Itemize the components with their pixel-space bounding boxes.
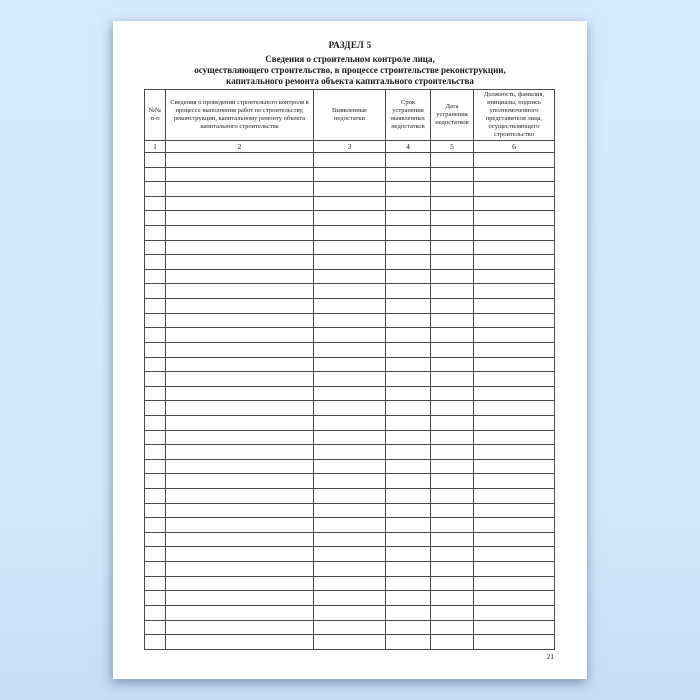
table-cell bbox=[474, 503, 555, 518]
column-header-1: №№ п-п bbox=[145, 90, 166, 141]
table-cell bbox=[431, 605, 474, 620]
table-row bbox=[145, 445, 555, 460]
document-title-block bbox=[113, 40, 587, 87]
table-cell bbox=[474, 459, 555, 474]
table-cell bbox=[145, 313, 166, 328]
table-row bbox=[145, 196, 555, 211]
table-cell bbox=[314, 532, 386, 547]
table-cell bbox=[314, 167, 386, 182]
table-cell bbox=[314, 620, 386, 635]
table-cell bbox=[431, 401, 474, 416]
table-cell bbox=[166, 474, 314, 489]
table-cell bbox=[474, 635, 555, 650]
table-cell bbox=[166, 401, 314, 416]
table-cell bbox=[145, 532, 166, 547]
table-cell bbox=[474, 518, 555, 533]
table-cell bbox=[431, 357, 474, 372]
table-cell bbox=[431, 153, 474, 168]
table-cell bbox=[166, 299, 314, 314]
table-cell bbox=[431, 591, 474, 606]
table-cell bbox=[386, 226, 431, 241]
table-cell bbox=[386, 591, 431, 606]
table-cell bbox=[145, 547, 166, 562]
table-cell bbox=[314, 401, 386, 416]
table-row bbox=[145, 357, 555, 372]
table-cell bbox=[314, 372, 386, 387]
column-numbers-row bbox=[145, 141, 555, 153]
table-cell bbox=[431, 386, 474, 401]
table-cell bbox=[314, 255, 386, 270]
table-cell bbox=[166, 591, 314, 606]
table-cell bbox=[386, 153, 431, 168]
table-cell bbox=[386, 430, 431, 445]
table-cell bbox=[474, 357, 555, 372]
table-row bbox=[145, 299, 555, 314]
table-cell bbox=[386, 357, 431, 372]
table-cell bbox=[166, 635, 314, 650]
table-cell bbox=[166, 620, 314, 635]
table-row bbox=[145, 182, 555, 197]
table-row bbox=[145, 269, 555, 284]
table-cell bbox=[474, 299, 555, 314]
table-cell bbox=[145, 445, 166, 460]
table-cell bbox=[474, 532, 555, 547]
column-number-4: 4 bbox=[386, 141, 431, 153]
table-row bbox=[145, 562, 555, 577]
table-cell bbox=[314, 211, 386, 226]
table-row bbox=[145, 153, 555, 168]
column-number-6: 6 bbox=[474, 141, 555, 153]
table-cell bbox=[386, 240, 431, 255]
table-cell bbox=[166, 357, 314, 372]
table-cell bbox=[166, 532, 314, 547]
table-row bbox=[145, 284, 555, 299]
table-cell bbox=[166, 342, 314, 357]
table-cell bbox=[431, 299, 474, 314]
table-cell bbox=[145, 357, 166, 372]
table-cell bbox=[386, 562, 431, 577]
table-cell bbox=[474, 547, 555, 562]
table-cell bbox=[166, 182, 314, 197]
table-cell bbox=[166, 445, 314, 460]
table-cell bbox=[431, 255, 474, 270]
table-cell bbox=[431, 196, 474, 211]
column-number-1: 1 bbox=[145, 141, 166, 153]
table-cell bbox=[474, 167, 555, 182]
table-cell bbox=[314, 547, 386, 562]
table-cell bbox=[166, 255, 314, 270]
table-cell bbox=[314, 269, 386, 284]
table-cell bbox=[145, 299, 166, 314]
table-row bbox=[145, 313, 555, 328]
column-header-5: Дата устранения недостатков bbox=[431, 90, 474, 141]
table-row bbox=[145, 401, 555, 416]
table-row bbox=[145, 489, 555, 504]
table-cell bbox=[431, 474, 474, 489]
table-row bbox=[145, 226, 555, 241]
table-cell bbox=[166, 153, 314, 168]
section-subtitle-line-1: Сведения о строительном контроле лица, bbox=[265, 54, 435, 64]
table-cell bbox=[166, 430, 314, 445]
column-number-2: 2 bbox=[166, 141, 314, 153]
table-cell bbox=[431, 532, 474, 547]
table-cell bbox=[431, 182, 474, 197]
table-row bbox=[145, 620, 555, 635]
table-row bbox=[145, 459, 555, 474]
table-cell bbox=[166, 196, 314, 211]
table-cell bbox=[431, 211, 474, 226]
section-subtitle bbox=[113, 54, 587, 87]
table-cell bbox=[166, 415, 314, 430]
table-cell bbox=[386, 342, 431, 357]
table-cell bbox=[145, 401, 166, 416]
table-cell bbox=[474, 386, 555, 401]
table-cell bbox=[431, 313, 474, 328]
table-cell bbox=[145, 415, 166, 430]
table-row bbox=[145, 605, 555, 620]
table-cell bbox=[166, 167, 314, 182]
table-cell bbox=[386, 196, 431, 211]
table-row bbox=[145, 591, 555, 606]
table-cell bbox=[314, 415, 386, 430]
table-header-row bbox=[145, 90, 555, 141]
table-cell bbox=[145, 430, 166, 445]
section-subtitle-line-2: осуществляющего строительство, в процессе строительстве реконструкции, bbox=[194, 65, 506, 75]
table-cell bbox=[314, 503, 386, 518]
table-cell bbox=[166, 211, 314, 226]
table-cell bbox=[166, 372, 314, 387]
table-cell bbox=[474, 489, 555, 504]
table-row bbox=[145, 386, 555, 401]
table-cell bbox=[431, 284, 474, 299]
table-cell bbox=[474, 196, 555, 211]
table-cell bbox=[145, 153, 166, 168]
table-cell bbox=[145, 240, 166, 255]
table-cell bbox=[314, 562, 386, 577]
table-cell bbox=[474, 605, 555, 620]
table-cell bbox=[474, 313, 555, 328]
table-cell bbox=[145, 518, 166, 533]
table-cell bbox=[474, 328, 555, 343]
table-cell bbox=[145, 489, 166, 504]
table-cell bbox=[166, 386, 314, 401]
table-cell bbox=[145, 459, 166, 474]
table-cell bbox=[145, 182, 166, 197]
table-cell bbox=[431, 240, 474, 255]
table-cell bbox=[431, 430, 474, 445]
table-cell bbox=[431, 342, 474, 357]
table-cell bbox=[166, 459, 314, 474]
table-cell bbox=[145, 576, 166, 591]
table-row bbox=[145, 328, 555, 343]
table-cell bbox=[166, 489, 314, 504]
table-cell bbox=[314, 459, 386, 474]
table-cell bbox=[145, 562, 166, 577]
table-row bbox=[145, 342, 555, 357]
table-cell bbox=[314, 386, 386, 401]
table-cell bbox=[431, 518, 474, 533]
column-header-2: Сведения о проведении строительного контроля в процессе выполнения работ по строительству, реконструкции, капитальному ремонту объекта капитального строительства bbox=[166, 90, 314, 141]
table-row bbox=[145, 255, 555, 270]
table-cell bbox=[431, 445, 474, 460]
table-cell bbox=[145, 635, 166, 650]
table-cell bbox=[314, 284, 386, 299]
table-cell bbox=[314, 445, 386, 460]
section-title: РАЗДЕЛ 5 bbox=[328, 40, 372, 50]
table-cell bbox=[474, 269, 555, 284]
table-cell bbox=[431, 372, 474, 387]
table-cell bbox=[386, 211, 431, 226]
column-number-5: 5 bbox=[431, 141, 474, 153]
table-cell bbox=[314, 635, 386, 650]
table-cell bbox=[314, 489, 386, 504]
table-cell bbox=[166, 547, 314, 562]
table-row bbox=[145, 211, 555, 226]
table-cell bbox=[166, 562, 314, 577]
table-cell bbox=[166, 284, 314, 299]
table-cell bbox=[386, 269, 431, 284]
table-cell bbox=[386, 313, 431, 328]
table-cell bbox=[386, 182, 431, 197]
table-cell bbox=[474, 240, 555, 255]
table-cell bbox=[474, 591, 555, 606]
table-cell bbox=[474, 430, 555, 445]
table-cell bbox=[314, 474, 386, 489]
table-cell bbox=[386, 620, 431, 635]
table-cell bbox=[386, 372, 431, 387]
table-cell bbox=[386, 605, 431, 620]
table-cell bbox=[474, 182, 555, 197]
table-cell bbox=[431, 547, 474, 562]
table-cell bbox=[145, 328, 166, 343]
table-cell bbox=[145, 591, 166, 606]
table-cell bbox=[386, 576, 431, 591]
table-cell bbox=[474, 226, 555, 241]
table-cell bbox=[431, 459, 474, 474]
table-cell bbox=[166, 518, 314, 533]
column-header-6: Должность, фамилия, инициалы, подпись уполномоченного представителя лица, осуществляющего строительство bbox=[474, 90, 555, 141]
table-cell bbox=[386, 284, 431, 299]
table-cell bbox=[431, 635, 474, 650]
table-cell bbox=[386, 489, 431, 504]
table-cell bbox=[145, 342, 166, 357]
table-cell bbox=[431, 620, 474, 635]
table-cell bbox=[166, 605, 314, 620]
table-cell bbox=[314, 518, 386, 533]
table-cell bbox=[166, 328, 314, 343]
table-cell bbox=[314, 430, 386, 445]
table-row bbox=[145, 240, 555, 255]
table-cell bbox=[145, 474, 166, 489]
table-cell bbox=[145, 255, 166, 270]
table-cell bbox=[431, 328, 474, 343]
table-cell bbox=[386, 532, 431, 547]
table-cell bbox=[431, 562, 474, 577]
table-cell bbox=[386, 167, 431, 182]
table-cell bbox=[314, 240, 386, 255]
table-cell bbox=[386, 255, 431, 270]
table-cell bbox=[145, 605, 166, 620]
table-cell bbox=[166, 226, 314, 241]
table-row bbox=[145, 415, 555, 430]
table-cell bbox=[386, 445, 431, 460]
section-subtitle-line-3: капитального ремонта объекта капитального строительства bbox=[226, 76, 474, 86]
table-cell bbox=[166, 313, 314, 328]
table-cell bbox=[386, 459, 431, 474]
table-cell bbox=[145, 372, 166, 387]
table-cell bbox=[474, 474, 555, 489]
table-cell bbox=[314, 328, 386, 343]
table-cell bbox=[145, 620, 166, 635]
table-cell bbox=[145, 386, 166, 401]
table-cell bbox=[314, 313, 386, 328]
construction-control-table bbox=[144, 89, 555, 650]
table-cell bbox=[386, 386, 431, 401]
table-cell bbox=[314, 196, 386, 211]
table-cell bbox=[166, 269, 314, 284]
table-row bbox=[145, 532, 555, 547]
table-cell bbox=[386, 518, 431, 533]
table-cell bbox=[386, 503, 431, 518]
table-cell bbox=[314, 591, 386, 606]
table-cell bbox=[145, 211, 166, 226]
table-cell bbox=[474, 211, 555, 226]
table-row bbox=[145, 430, 555, 445]
column-header-4: Срок устранения выявленных недостатков bbox=[386, 90, 431, 141]
table-cell bbox=[314, 605, 386, 620]
table-cell bbox=[431, 576, 474, 591]
table-cell bbox=[474, 153, 555, 168]
page-number: 21 bbox=[546, 652, 554, 661]
table-cell bbox=[386, 299, 431, 314]
table-cell bbox=[145, 269, 166, 284]
table-cell bbox=[145, 503, 166, 518]
table-cell bbox=[145, 226, 166, 241]
table-row bbox=[145, 576, 555, 591]
table-cell bbox=[314, 299, 386, 314]
table-cell bbox=[474, 562, 555, 577]
table-row bbox=[145, 503, 555, 518]
table-cell bbox=[314, 342, 386, 357]
table-cell bbox=[474, 415, 555, 430]
document-page bbox=[113, 21, 587, 679]
table-cell bbox=[314, 576, 386, 591]
table-cell bbox=[474, 284, 555, 299]
table-cell bbox=[314, 153, 386, 168]
table-cell bbox=[474, 576, 555, 591]
table-row bbox=[145, 372, 555, 387]
column-number-3: 3 bbox=[314, 141, 386, 153]
table-cell bbox=[431, 489, 474, 504]
table-row bbox=[145, 167, 555, 182]
table-cell bbox=[314, 357, 386, 372]
table-row bbox=[145, 547, 555, 562]
table-cell bbox=[145, 284, 166, 299]
table-cell bbox=[386, 415, 431, 430]
table-cell bbox=[386, 401, 431, 416]
table-cell bbox=[145, 196, 166, 211]
table-cell bbox=[166, 240, 314, 255]
table-cell bbox=[474, 401, 555, 416]
table-cell bbox=[145, 167, 166, 182]
table-cell bbox=[474, 372, 555, 387]
table-cell bbox=[386, 328, 431, 343]
table-cell bbox=[386, 635, 431, 650]
table-cell bbox=[431, 269, 474, 284]
column-header-3: Выявленные недостатки bbox=[314, 90, 386, 141]
table-cell bbox=[474, 255, 555, 270]
table-cell bbox=[474, 342, 555, 357]
table-cell bbox=[431, 503, 474, 518]
table-cell bbox=[166, 503, 314, 518]
table-cell bbox=[314, 226, 386, 241]
table-cell bbox=[474, 620, 555, 635]
table-cell bbox=[431, 167, 474, 182]
table-row bbox=[145, 635, 555, 650]
table-cell bbox=[386, 547, 431, 562]
table-row bbox=[145, 474, 555, 489]
table-cell bbox=[166, 576, 314, 591]
table-cell bbox=[431, 415, 474, 430]
table-cell bbox=[314, 182, 386, 197]
table-row bbox=[145, 518, 555, 533]
table-cell bbox=[431, 226, 474, 241]
table-cell bbox=[386, 474, 431, 489]
table-cell bbox=[474, 445, 555, 460]
